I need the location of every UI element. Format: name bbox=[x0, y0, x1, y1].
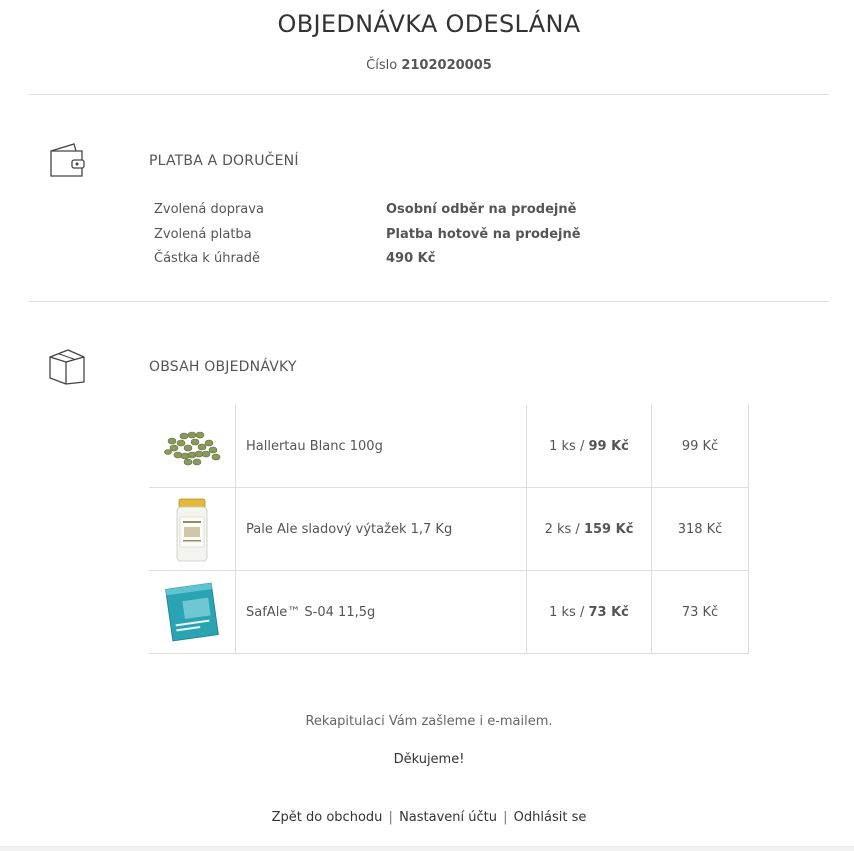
item-name[interactable]: Pale Ale sladový výtažek 1,7 Kg bbox=[236, 488, 527, 571]
item-quantity bbox=[527, 571, 652, 654]
divider bbox=[29, 94, 829, 95]
payment-label: Zvolená platba bbox=[154, 226, 252, 242]
footer-links bbox=[0, 810, 854, 825]
payment-details bbox=[154, 198, 754, 272]
table-row bbox=[149, 405, 749, 488]
amount-value: 490 Kč bbox=[386, 251, 436, 266]
shipping-label: Zvolená doprava bbox=[154, 202, 264, 217]
recap-note: Rekapitulaci Vám zašleme i e-mailem. bbox=[305, 714, 553, 729]
thank-you-text: Děkujeme! bbox=[393, 752, 465, 767]
item-name[interactable]: Hallertau Blanc 100g bbox=[236, 405, 527, 488]
table-row bbox=[149, 571, 749, 654]
order-items-table bbox=[149, 405, 749, 654]
item-image-cell bbox=[149, 488, 236, 571]
link-separator: | bbox=[388, 810, 393, 825]
payment-section-title: PLATBA A DORUČENÍ bbox=[149, 153, 299, 169]
malt-extract-jar-image[interactable] bbox=[154, 491, 230, 567]
order-number-value: 2102020005 bbox=[401, 58, 492, 73]
item-quantity bbox=[527, 488, 652, 571]
payment-value: Platba hotově na prodejně bbox=[386, 226, 581, 242]
yeast-sachet-image[interactable] bbox=[154, 574, 230, 650]
link-separator: | bbox=[503, 810, 508, 825]
account-settings-link[interactable]: Nastavení účtu bbox=[399, 810, 497, 825]
item-unit-price: 73 Kč bbox=[588, 604, 629, 620]
table-row bbox=[149, 488, 749, 571]
amount-label: Částka k úhradě bbox=[154, 251, 261, 266]
item-total: 73 Kč bbox=[652, 571, 749, 654]
item-unit-price: 159 Kč bbox=[583, 521, 634, 537]
item-image-cell bbox=[149, 571, 236, 654]
item-qty: 1 ks / bbox=[549, 438, 585, 454]
contents-section-title: OBSAH OBJEDNÁVKY bbox=[149, 359, 297, 375]
item-unit-price: 99 Kč bbox=[588, 438, 629, 454]
item-total: 99 Kč bbox=[652, 405, 749, 488]
item-total: 318 Kč bbox=[652, 488, 749, 571]
order-number bbox=[0, 58, 854, 73]
shipping-row bbox=[154, 198, 754, 223]
payment-row bbox=[154, 223, 754, 248]
hop-pellets-image[interactable] bbox=[154, 408, 230, 484]
amount-row bbox=[154, 247, 754, 272]
item-image-cell bbox=[149, 405, 236, 488]
item-qty: 1 ks / bbox=[549, 604, 585, 620]
back-to-shop-link[interactable]: Zpět do obchodu bbox=[271, 810, 383, 825]
divider bbox=[29, 301, 829, 302]
wallet-icon bbox=[48, 142, 86, 180]
order-number-label: Číslo bbox=[366, 58, 398, 73]
box-icon bbox=[48, 348, 86, 386]
bottom-bar bbox=[0, 846, 854, 851]
page-title: OBJEDNÁVKA ODESLÁNA bbox=[277, 10, 581, 38]
logout-link[interactable]: Odhlásit se bbox=[513, 810, 587, 825]
item-quantity bbox=[527, 405, 652, 488]
shipping-value: Osobní odběr na prodejně bbox=[386, 202, 577, 217]
item-qty: 2 ks / bbox=[544, 521, 580, 537]
item-name[interactable]: SafAle™ S-04 11,5g bbox=[236, 571, 527, 654]
